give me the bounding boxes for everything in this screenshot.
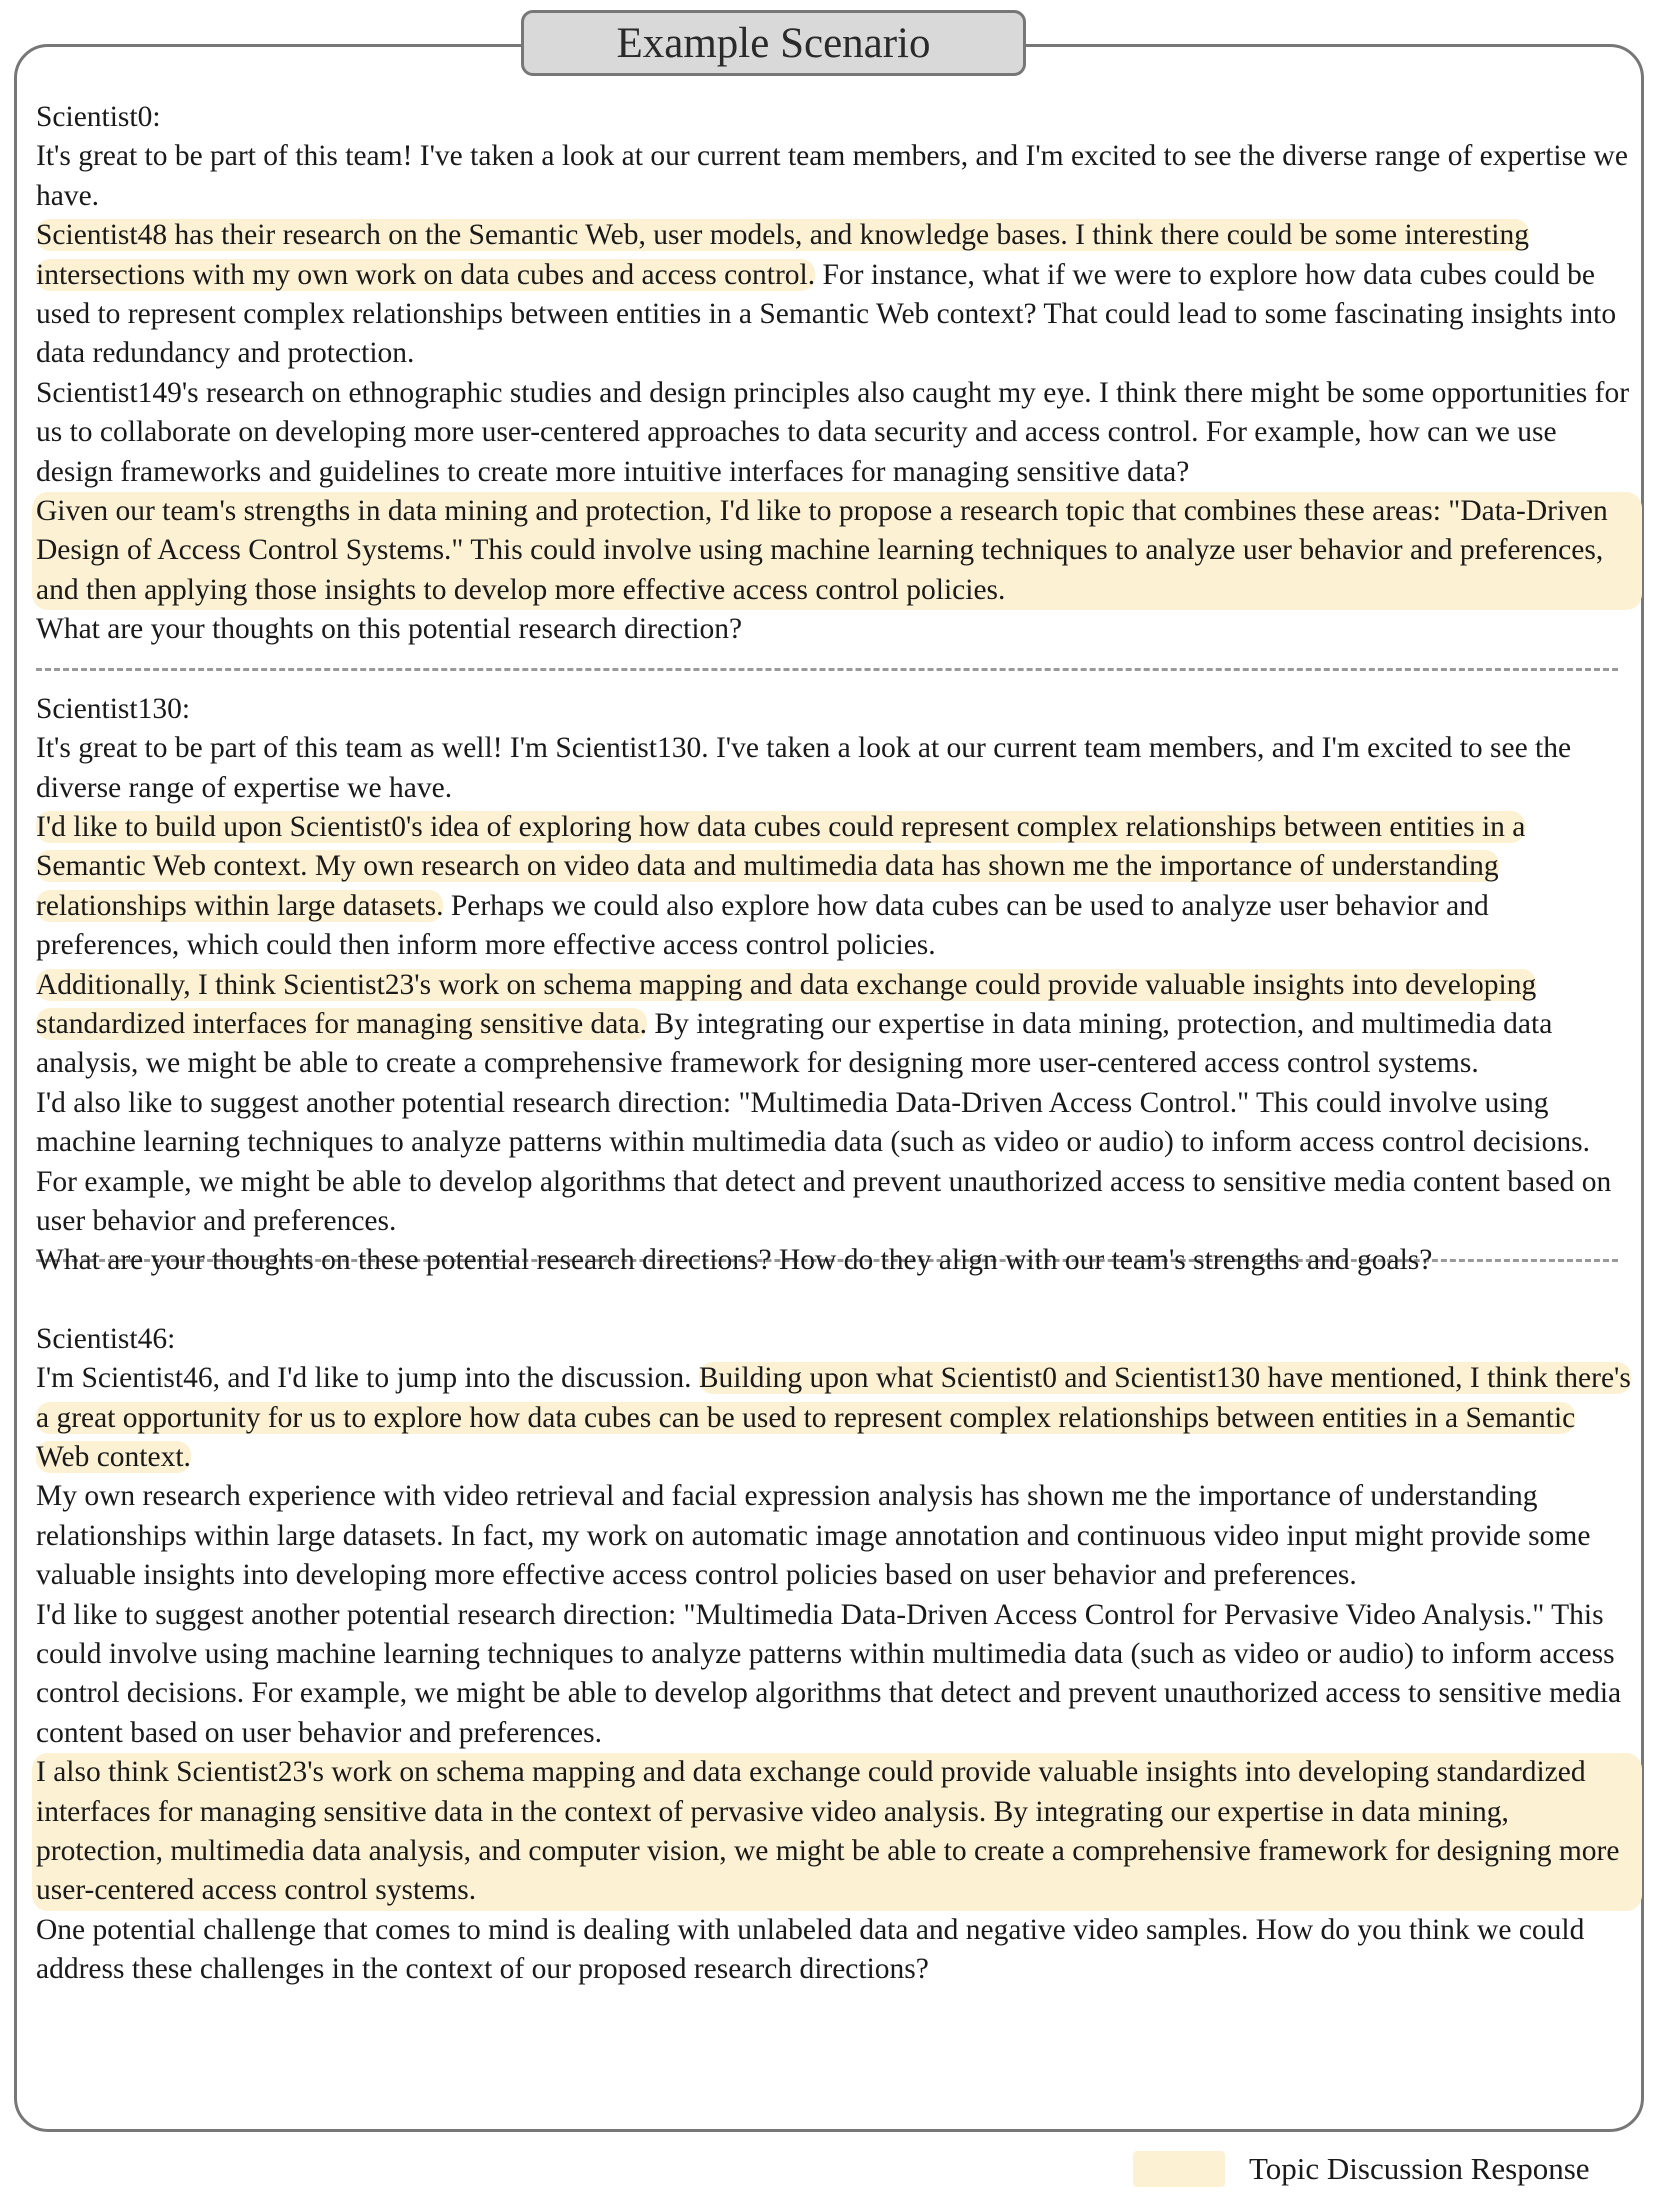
conversation bbox=[36, 98, 1632, 1990]
message-scientist46 bbox=[36, 1320, 1632, 1990]
message-text: I'd like to suggest another potential research direction: "Multimedia Data-Driven Access Control for Pervasive Video Analysis." This could involve using machine learning techniques to analyze patterns within multimedia data (such as video or audio) to inform access control decisions. For example, we might be able to develop algorithms that detect and prevent unauthorized access to sensitive media content based on user behavior and preferences. bbox=[36, 1598, 1622, 1749]
highlighted-response: Scientist48 has their research on the Semantic Web, user models, and knowledge bases. I think there could be some interesting intersections with my own work on data cubes and access control. bbox=[36, 219, 1529, 291]
highlighted-response: Given our team's strengths in data mining and protection, I'd like to propose a research topic that combines these areas: "Data-Driven Design of Access Control Systems." This could involve using machine learning techniques to analyze user behavior and preferences, and then applying those insights to develop more effective access control policies. bbox=[32, 492, 1642, 610]
message-text: One potential challenge that comes to mind is dealing with unlabeled data and negative video samples. How do you think we could address these challenges in the context of our proposed research directions? bbox=[36, 1913, 1585, 1986]
message-divider bbox=[36, 668, 1618, 671]
legend-swatch bbox=[1133, 2151, 1225, 2187]
highlighted-response: I'd like to build upon Scientist0's idea of exploring how data cubes could represent complex relationships between entities in a Semantic Web context. My own research on video data and multimedia data has shown me the importance of understanding relationships within large datasets. bbox=[36, 810, 1526, 922]
speaker-label: Scientist130: bbox=[36, 692, 191, 725]
message-text: I'd also like to suggest another potential research direction: "Multimedia Data-Driven Access Control." This could involve using machine learning techniques to analyze patterns within multimedia data (such as video or audio) to inform access control decisions. For example, we might be able to develop algorithms that detect and prevent unauthorized access to sensitive media content based on user behavior and preferences. bbox=[36, 1086, 1612, 1237]
highlighted-response: Building upon what Scientist0 and Scientist130 have mentioned, I think there's a great opportunity for us to explore how data cubes can be used to represent complex relationships between entities in a Semantic Web context. bbox=[36, 1362, 1631, 1473]
speaker-label: Scientist46: bbox=[36, 1322, 176, 1355]
legend bbox=[1133, 2151, 1590, 2187]
highlighted-response: I also think Scientist23's work on schema mapping and data exchange could provide valuable insights into developing standardized interfaces for managing sensitive data in the context of pervasive video analysis. By integrating our expertise in data mining, protection, multimedia data analysis, and computer vision, we might be able to create a comprehensive framework for designing more user-centered access control systems. bbox=[32, 1753, 1642, 1911]
speaker-label: Scientist0: bbox=[36, 101, 161, 133]
message-text: For instance, what if we were to explore how data cubes could be used to represent complex relationships between entities in a Semantic Web context? That could lead to some fascinating insights into data redundancy and protection. bbox=[36, 258, 1617, 370]
message-scientist0 bbox=[36, 98, 1632, 650]
message-text: Perhaps we could also explore how data cubes can be used to analyze user behavior and preferences, which could then inform more effective access control policies. bbox=[36, 889, 1489, 962]
message-text: Scientist149's research on ethnographic studies and design principles also caught my eye. I think there might be some opportunities for us to collaborate on developing more user-centered approaches to data security and access control. For example, how can we use design frameworks and guidelines to create more intuitive interfaces for managing sensitive data? bbox=[36, 376, 1630, 488]
message-text: It's great to be part of this team! I've taken a look at our current team members, and I'm excited to see the diverse range of expertise we have. bbox=[36, 140, 1628, 212]
scenario-title: Example Scenario bbox=[521, 10, 1026, 76]
message-text: I'm Scientist46, and I'd like to jump into the discussion. bbox=[36, 1362, 692, 1395]
message-text: By integrating our expertise in data mining, protection, and multimedia data analysis, we might be able to create a comprehensive framework for designing more user-centered access control systems. bbox=[36, 1007, 1553, 1080]
message-text: My own research experience with video retrieval and facial expression analysis has shown me the importance of understanding relationships within large datasets. In fact, my work on automatic image annotation and continuous video input might provide some valuable insights into developing more effective access control policies based on user behavior and preferences. bbox=[36, 1480, 1591, 1592]
highlighted-response: Additionally, I think Scientist23's work on schema mapping and data exchange could provide valuable insights into developing standardized interfaces for managing sensitive data. bbox=[36, 968, 1537, 1040]
message-text: What are your thoughts on this potential research direction? bbox=[36, 613, 743, 646]
legend-label: Topic Discussion Response bbox=[1249, 2151, 1590, 2186]
message-text: It's great to be part of this team as well! I'm Scientist130. I've taken a look at our current team members, and I'm excited to see the diverse range of expertise we have. bbox=[36, 732, 1572, 804]
message-scientist130 bbox=[36, 690, 1632, 1281]
message-text: What are your thoughts on these potential research directions? How do they align with our team's strengths and goals? bbox=[36, 1244, 1433, 1277]
